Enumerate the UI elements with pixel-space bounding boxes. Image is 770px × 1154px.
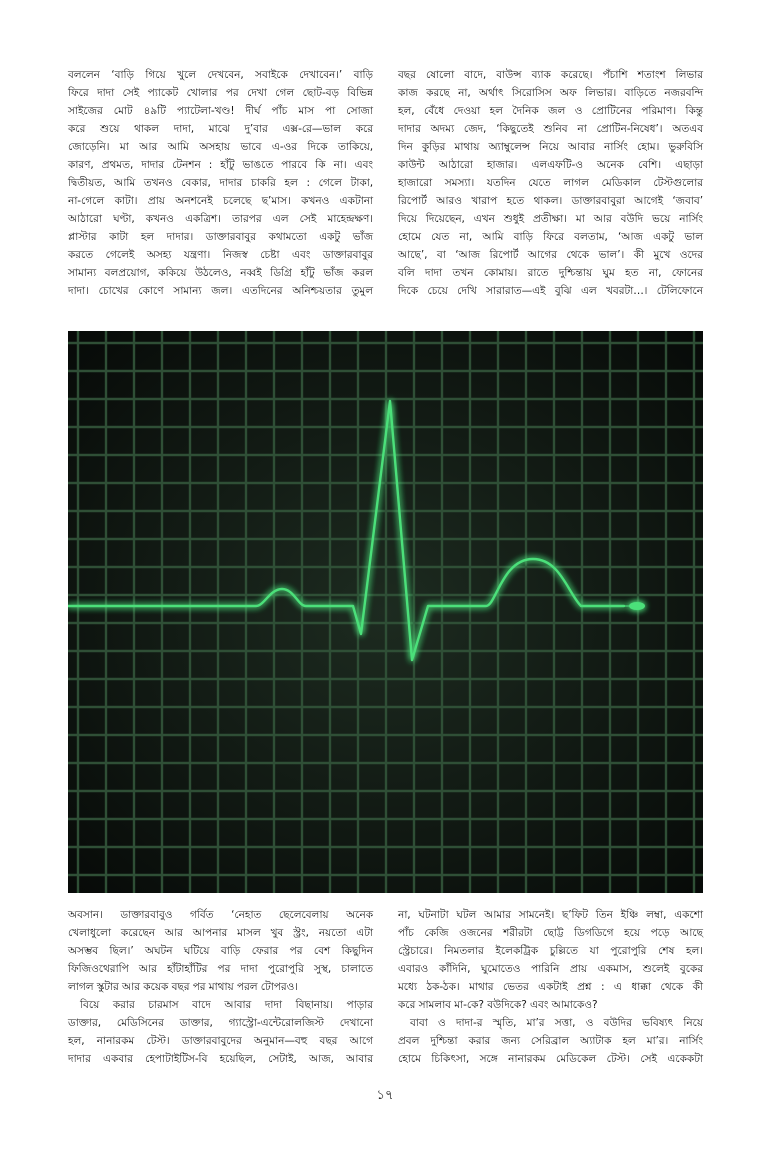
- text-line: কারণ, প্রথমত, দাদার টেনশন : হাঁটু ভাঙতে পারবে কি না। এবং: [68, 159, 373, 171]
- text-line: ফিজিওথেরাপি আর হাঁটাহাঁটির পর দাদা পুরোপুরি সুস্থ, চালাতে: [68, 963, 373, 975]
- text-line: কাজ করছে না, অর্থাৎ সিরোসিস অফ লিভার। বাড়িতে নজরবন্দি: [398, 87, 703, 99]
- ecg-illustration: [68, 331, 703, 893]
- text-line: কাউন্ট আঠারো হাজার। এলএফটি-ও অনেক বেশি। এছাড়া: [398, 159, 703, 171]
- text-line: প্রবল দুশ্চিন্তা করার জন্য সেরিব্রাল অ্যাটাক হল মা’র। নার্সিং: [398, 1035, 703, 1047]
- text-line: খেলাধুলো করেছেন আর আপনার মাসল খুব স্ট্রং, নয়তো এটা: [68, 927, 373, 939]
- text-column-bottom-left: [68, 906, 373, 1068]
- text-column-bottom-right: [398, 906, 703, 1068]
- text-line: না-গেলে কাটা। প্রায় অনশনেই চলেছে ছ’মাস। কখনও একটানা: [68, 195, 373, 207]
- text-line: এবারও কাঁদিনি, ঘুমোতেও পারিনি প্রায় একমাস, শুলেই বুকের: [398, 963, 703, 975]
- text-line: অবসান। ডাক্তারবাবুও গর্বিত ‘নেহাত ছেলেবেলায় অনেক: [68, 909, 373, 921]
- text-line: মধ্যে ঠক-ঠক। মাথার ভেতর একটাই প্রশ্ন : এ ধাক্কা থেকে কী: [398, 981, 703, 993]
- text-line: দিয়ে দিয়েছেন, এখন শুধুই প্রতীক্ষা। মা আর বউদি ভয়ে নার্সিং: [398, 213, 703, 225]
- text-line: হোমে যেত না, আমি বাড়ি ফিরে বলতাম, ‘আজ একটু ভাল: [398, 231, 703, 243]
- text-line: প্লাস্টার কাটা হল দাদার। ডাক্তারবাবুর কথামতো একটু ভাঁজ: [68, 231, 373, 243]
- text-line: দাদার একবার হেপাটাইটিস-বি হয়েছিল, সেটাই, আজ, আবার: [68, 1053, 373, 1065]
- text-line: রিপোর্ট আরও খারাপ হতে থাকল। ডাক্তারবাবুরা আগেই ‘জবাব’: [398, 195, 703, 207]
- text-line: হল, বেঁধে দেওয়া হল দৈনিক জল ও প্রোটিনের পরিমাণ। কিন্তু: [398, 105, 703, 117]
- ecg-trace-head-icon: [629, 602, 645, 610]
- text-line: অসম্ভব ছিল।’ অঘটন ঘটিয়ে বাড়ি ফেরার পর বেশ কিছুদিন: [68, 945, 373, 957]
- text-line: করে সামলাব মা-কে? বউদিকে? এবং আমাকেও?: [398, 999, 598, 1011]
- text-line: না, ঘটনাটা ঘটল আমার সামনেই। ছ’ফিট তিন ইঞ্চি লম্বা, একশো: [398, 909, 703, 921]
- text-line: জোড়েনি। মা আর আমি অসহায় ভাবে এ-ওর দিকে তাকিয়ে,: [68, 141, 373, 153]
- text-line: বলি দাদা তখন কোমায়। রাতে দুশ্চিন্তায় ঘুম হত না, ফোনের: [398, 267, 703, 279]
- text-line: বছর ষোলো বাদে, বাউন্স ব্যাক করেছে। পঁচাশি শতাংশ লিভার: [398, 69, 703, 81]
- text-line: দিকে চেয়ে দেখি সারারাত—এই বুঝি এল খবরটা…। টেলিফোনে: [398, 285, 703, 297]
- text-line: বিয়ে করার চারমাস বাদে আবার দাদা বিছানায়। পাড়ার: [80, 999, 373, 1011]
- text-line: হল, নানারকম টেস্ট। ডাক্তারবাবুদের অনুমান—বহু বছর আগে: [68, 1035, 373, 1047]
- text-line: করতে গেলেই অসহ্য যন্ত্রণা। নিজস্ব চেষ্টা এবং ডাক্তারবাবুর: [68, 249, 373, 261]
- text-line: পাঁচ কেজি ওজনের শরীরটা ছোট্ট ডিগডিগে হয়ে পড়ে আছে: [398, 927, 703, 939]
- text-line: সামান্য বলপ্রয়োগ, ককিয়ে উঠলেও, নব্বই ডিগ্রি হাঁটু ভাঁজ করল: [68, 267, 373, 279]
- text-column-top-left: [68, 66, 373, 300]
- text-line: দ্বিতীয়ত, আমি তখনও বেকার, দাদার চাকরি হল : গেলে টাকা,: [68, 177, 373, 189]
- text-line: হোমে চিকিৎসা, সঙ্গে নানারকম মেডিকেল টেস্ট। সেই একেকটা: [398, 1053, 703, 1065]
- text-line: বললেন ‘বাড়ি গিয়ে খুলে দেখবেন, সবাইকে দেখাবেন।’ বাড়ি: [68, 69, 373, 81]
- text-line: বাবা ও দাদা-র স্মৃতি, মা’র সত্তা, ও বউদির ভবিষ্যৎ নিয়ে: [410, 1017, 703, 1029]
- text-line: সাইজের মোট ৪৯টি প্যাটেলা-খণ্ড! দীর্ঘ পাঁচ মাস পা সোজা: [68, 105, 373, 117]
- text-line: করে শুয়ে থাকল দাদা, মাঝে দু’বার এক্স-রে—ভাল করে: [68, 123, 373, 135]
- text-line: আছে’, বা ‘আজ রিপোর্ট আগের থেকে ভাল’। কী মুখে ওদের: [398, 249, 703, 261]
- text-line: দাদার অদম্য জেদ, ‘কিছুতেই শুনিব না প্রোটিন-নিষেধ’। অতএব: [398, 123, 703, 135]
- text-line: স্ট্রেচারে। নিমতলার ইলেকট্রিক চুল্লিতে যা পুরোপুরি শেষ হল।: [398, 945, 703, 957]
- text-column-top-right: [398, 66, 703, 300]
- text-line: ফিরে দাদা সেই প্যাকেট খোলার পর দেখা গেল ছোট-বড় বিভিন্ন: [68, 87, 373, 99]
- text-line: হাজারো সমস্যা। যতদিন যেতে লাগল মেডিকাল টেস্টগুলোর: [398, 177, 703, 189]
- text-line: আঠারো ঘণ্টা, কখনও একত্রিশ। তারপর এল সেই মাহেন্দ্রক্ষণ।: [68, 213, 373, 225]
- page-number: ১৭: [376, 1088, 394, 1103]
- text-line: দিন কুড়ির মাথায় অ্যাম্বুলেন্স নিয়ে আবার নার্সিং হোম। ভুরুবিসি: [398, 141, 703, 153]
- text-line: লাগল স্কুটার আর কয়েক বছর পর মাথায় পরল টোপরও।: [68, 981, 298, 993]
- text-line: দাদা। চোখের কোণে সামান্য জল। এতদিনের অনিশ্চয়তার তুমুল: [68, 285, 373, 297]
- text-line: ডাক্তার, মেডিসিনের ডাক্তার, গ্যাস্ট্রো-এন্টেরোলজিস্ট দেখানো: [68, 1017, 373, 1029]
